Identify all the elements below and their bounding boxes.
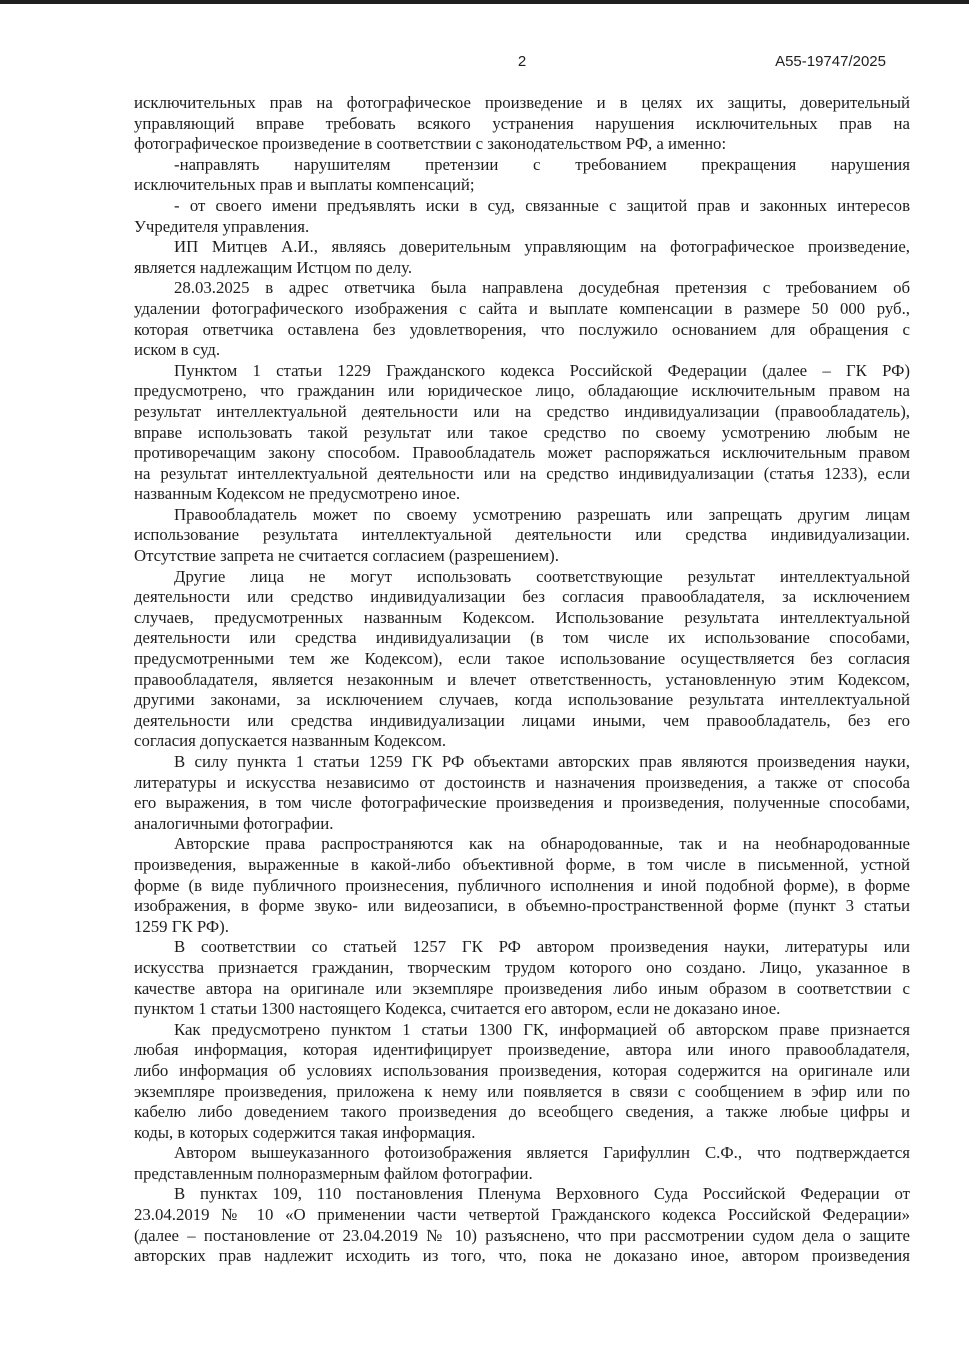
text-line: иском в суд. (134, 340, 221, 360)
text-line: Авторские права распространяются как на обнародованные, так и на необнародованные (174, 834, 910, 854)
text-line: пунктом 1 статьи 1300 настоящего Кодекса, считается его автором, если не доказано иное. (134, 999, 781, 1019)
paragraph (134, 196, 910, 237)
paragraph (134, 93, 910, 155)
text-line: В силу пункта 1 статьи 1259 ГК РФ объектами авторских прав являются произведения науки, (174, 752, 910, 771)
text-line: ИП Митцев А.И., являясь доверительным управляющим на фотографическое произведение, (174, 237, 910, 257)
paragraph (134, 834, 910, 937)
text-line: либо информация об условиях использования произведения, которая содержится на оригинале или (134, 1060, 910, 1080)
document-body (134, 93, 910, 1267)
paragraph (134, 752, 910, 834)
text-line: изображения, в форме звуко- или видеозаписи, в объемно-пространственной форме (пункт 3 статьи (134, 896, 910, 916)
text-line: аналогичными фотографии. (134, 813, 334, 833)
text-line: представленным полноразмерным файлом фотографии. (134, 1163, 533, 1183)
text-line: использование результата интеллектуальной деятельности или средства индивидуализации. (134, 525, 910, 545)
text-line: результат интеллектуальной деятельности или на средство индивидуализации (правообладатель), (134, 401, 910, 421)
text-line: коды, в которых содержится такая информация. (134, 1122, 476, 1142)
text-line: его выражения, в том числе фотографические произведения и произведения, полученные способами, (134, 793, 910, 813)
text-line: Отсутствие запрета не считается согласием (разрешением). (134, 546, 559, 566)
text-line: Другие лица не могут использовать соответствующие результат интеллектуальной (174, 566, 910, 586)
page-number: 2 (517, 53, 527, 70)
paragraph (134, 155, 910, 196)
text-line: удалении фотографического изображения с сайта и выплате компенсации в размере 50 000 руб., (134, 298, 910, 318)
text-line: Пунктом 1 статьи 1229 Гражданского кодекса Российской Федерации (далее – ГК РФ) (174, 360, 910, 380)
text-line: исключительных прав и выплаты компенсаций; (134, 175, 475, 195)
paragraph (134, 1020, 910, 1144)
text-line: деятельности или средства индивидуализации лицами иными, чем правообладатель, без его (134, 710, 910, 730)
paragraph (134, 361, 910, 505)
text-line: экземпляре произведения, приложена к нему или появляется в связи с сообщением в эфир или по (134, 1081, 910, 1101)
text-line: В пунктах 109, 110 постановления Пленума Верховного Суда Российской Федерации от (174, 1184, 910, 1204)
text-line: противоречащим закону способом. Правообладатель может распоряжаться исключительным правом (134, 443, 910, 463)
text-line: другими законами, за исключением случаев, когда использование результата интеллектуальной (134, 690, 910, 710)
paragraph (134, 567, 910, 752)
text-line: (далее – постановление от 23.04.2019 № 10) разъяснено, что при рассмотрении судом дела о защите (134, 1225, 910, 1245)
text-line: Автором вышеуказанного фотоизображения является Гарифуллин С.Ф., что подтверждается (174, 1143, 910, 1163)
text-line: искусства признается гражданин, творческим трудом которого оно создано. Лицо, указанное в (134, 957, 910, 977)
text-line: деятельности или средства индивидуализации (в том числе их использование способами, (134, 628, 910, 648)
paragraph (134, 1184, 910, 1266)
text-line: авторских прав надлежит исходить из того, что, пока не доказано иное, автором произведения (134, 1246, 910, 1266)
text-line: форме (в виде публичного произнесения, публичного исполнения и иной подобной форме), в форме (134, 875, 910, 895)
text-line: согласия допускается названным Кодексом. (134, 731, 447, 751)
text-line: качестве автора на оригинале или экземпляре произведения либо иным образом в соответствии с (134, 978, 910, 998)
text-line: произведения, выраженные в какой-либо объективной форме, в том числе в письменной, устной (134, 854, 910, 874)
text-line: любая информация, которая идентифицирует произведение, автора или иного правообладателя, (134, 1040, 910, 1060)
text-line: на результат интеллектуальной деятельности или на средство индивидуализации (статья 1233), если (134, 463, 910, 483)
text-line: деятельности или средство индивидуализации без согласия правообладателя, за исключением (134, 587, 910, 607)
text-line: управляющий вправе требовать всякого устранения нарушения исключительных прав на (134, 113, 910, 133)
paragraph (134, 278, 910, 360)
text-line: Как предусмотрено пунктом 1 статьи 1300 ГК, информацией об авторском праве признается (174, 1019, 910, 1039)
paragraph (134, 505, 910, 567)
text-line: предусмотренными тем же Кодексом), если такое использование осуществляется без согласия (134, 649, 910, 669)
paragraph (134, 237, 910, 278)
text-line: является надлежащим Истцом по делу. (134, 257, 413, 277)
text-line: 23.04.2019 № 10 «О применении части четвертой Гражданского кодекса Российской Федерации» (134, 1205, 910, 1225)
text-line: вправе использовать такой результат или такое средство по своему усмотрению любым не (134, 422, 910, 442)
text-line: Учредителя управления. (134, 216, 310, 236)
text-line: 28.03.2025 в адрес ответчика была направлена досудебная претензия с требованием об (174, 278, 910, 298)
page-header (134, 53, 910, 71)
text-line: Правообладатель может по своему усмотрению разрешать или запрещать другим лицам (174, 504, 910, 524)
scan-edge-bar (0, 0, 969, 4)
text-line: исключительных прав на фотографическое произведение и в целях их защиты, доверительный (134, 93, 910, 112)
case-number: А55-19747/2025 (775, 53, 886, 70)
paragraph (134, 937, 910, 1019)
text-line: В соответствии со статьей 1257 ГК РФ автором произведения науки, литературы или (174, 937, 910, 957)
text-line: которая ответчика оставлена без удовлетворения, что послужило основанием для обращения с (134, 319, 910, 339)
text-line: 1259 ГК РФ). (134, 916, 229, 936)
paragraph (134, 1143, 910, 1184)
text-line: случаев, предусмотренных названным Кодексом. Использование результата интеллектуальной (134, 607, 910, 627)
text-line: кабелю либо доведением такого произведения до всеобщего сведения, а также любые цифры и (134, 1102, 910, 1122)
text-line: названным Кодексом не предусмотрено иное. (134, 484, 461, 504)
text-line: правообладателя, является незаконным и влечет ответственность, установленную этим Кодексом, (134, 669, 910, 689)
text-line: фотографическое произведение в соответствии с законодательством РФ, а именно: (134, 134, 727, 154)
text-line: - от своего имени предъявлять иски в суд, связанные с защитой прав и законных интересов (174, 195, 910, 215)
text-line: литературы и искусства независимо от достоинств и назначения произведения, а также от способа (134, 772, 910, 792)
text-line: -направлять нарушителям претензии с требованием прекращения нарушения (174, 154, 910, 174)
text-line: предусмотрено, что гражданин или юридическое лицо, обладающие исключительным правом на (134, 381, 910, 401)
